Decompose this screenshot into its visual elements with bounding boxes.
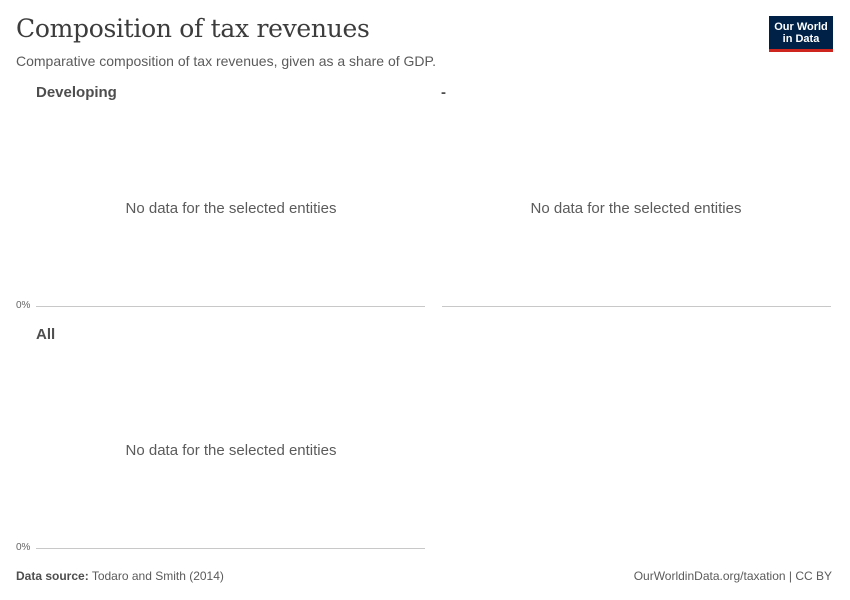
baseline-developing bbox=[36, 306, 425, 307]
data-source-label: Data source: bbox=[16, 569, 89, 583]
url-license-link[interactable]: OurWorldinData.org/taxation | CC BY bbox=[633, 569, 832, 583]
panel-label-all: All bbox=[36, 326, 56, 343]
y-tick-zero-developing: 0% bbox=[16, 300, 31, 311]
chart-title: Composition of tax revenues bbox=[16, 14, 370, 43]
logo-line-1: Our World bbox=[774, 21, 828, 33]
y-tick-zero-all: 0% bbox=[16, 542, 31, 553]
panel-label-developing: Developing bbox=[36, 84, 117, 101]
baseline-dash bbox=[442, 306, 831, 307]
baseline-all bbox=[36, 548, 425, 549]
data-source bbox=[16, 569, 224, 583]
no-data-message-developing: No data for the selected entities bbox=[125, 200, 337, 217]
logo-line-2: in Data bbox=[782, 33, 820, 45]
chart-subtitle: Comparative composition of tax revenues, given as a share of GDP. bbox=[16, 53, 436, 69]
no-data-message-all: No data for the selected entities bbox=[125, 442, 337, 459]
data-source-value: Todaro and Smith (2014) bbox=[91, 569, 224, 583]
no-data-message-dash: No data for the selected entities bbox=[530, 200, 742, 217]
panel-label-dash: - bbox=[441, 84, 446, 101]
owid-logo[interactable] bbox=[769, 16, 833, 52]
